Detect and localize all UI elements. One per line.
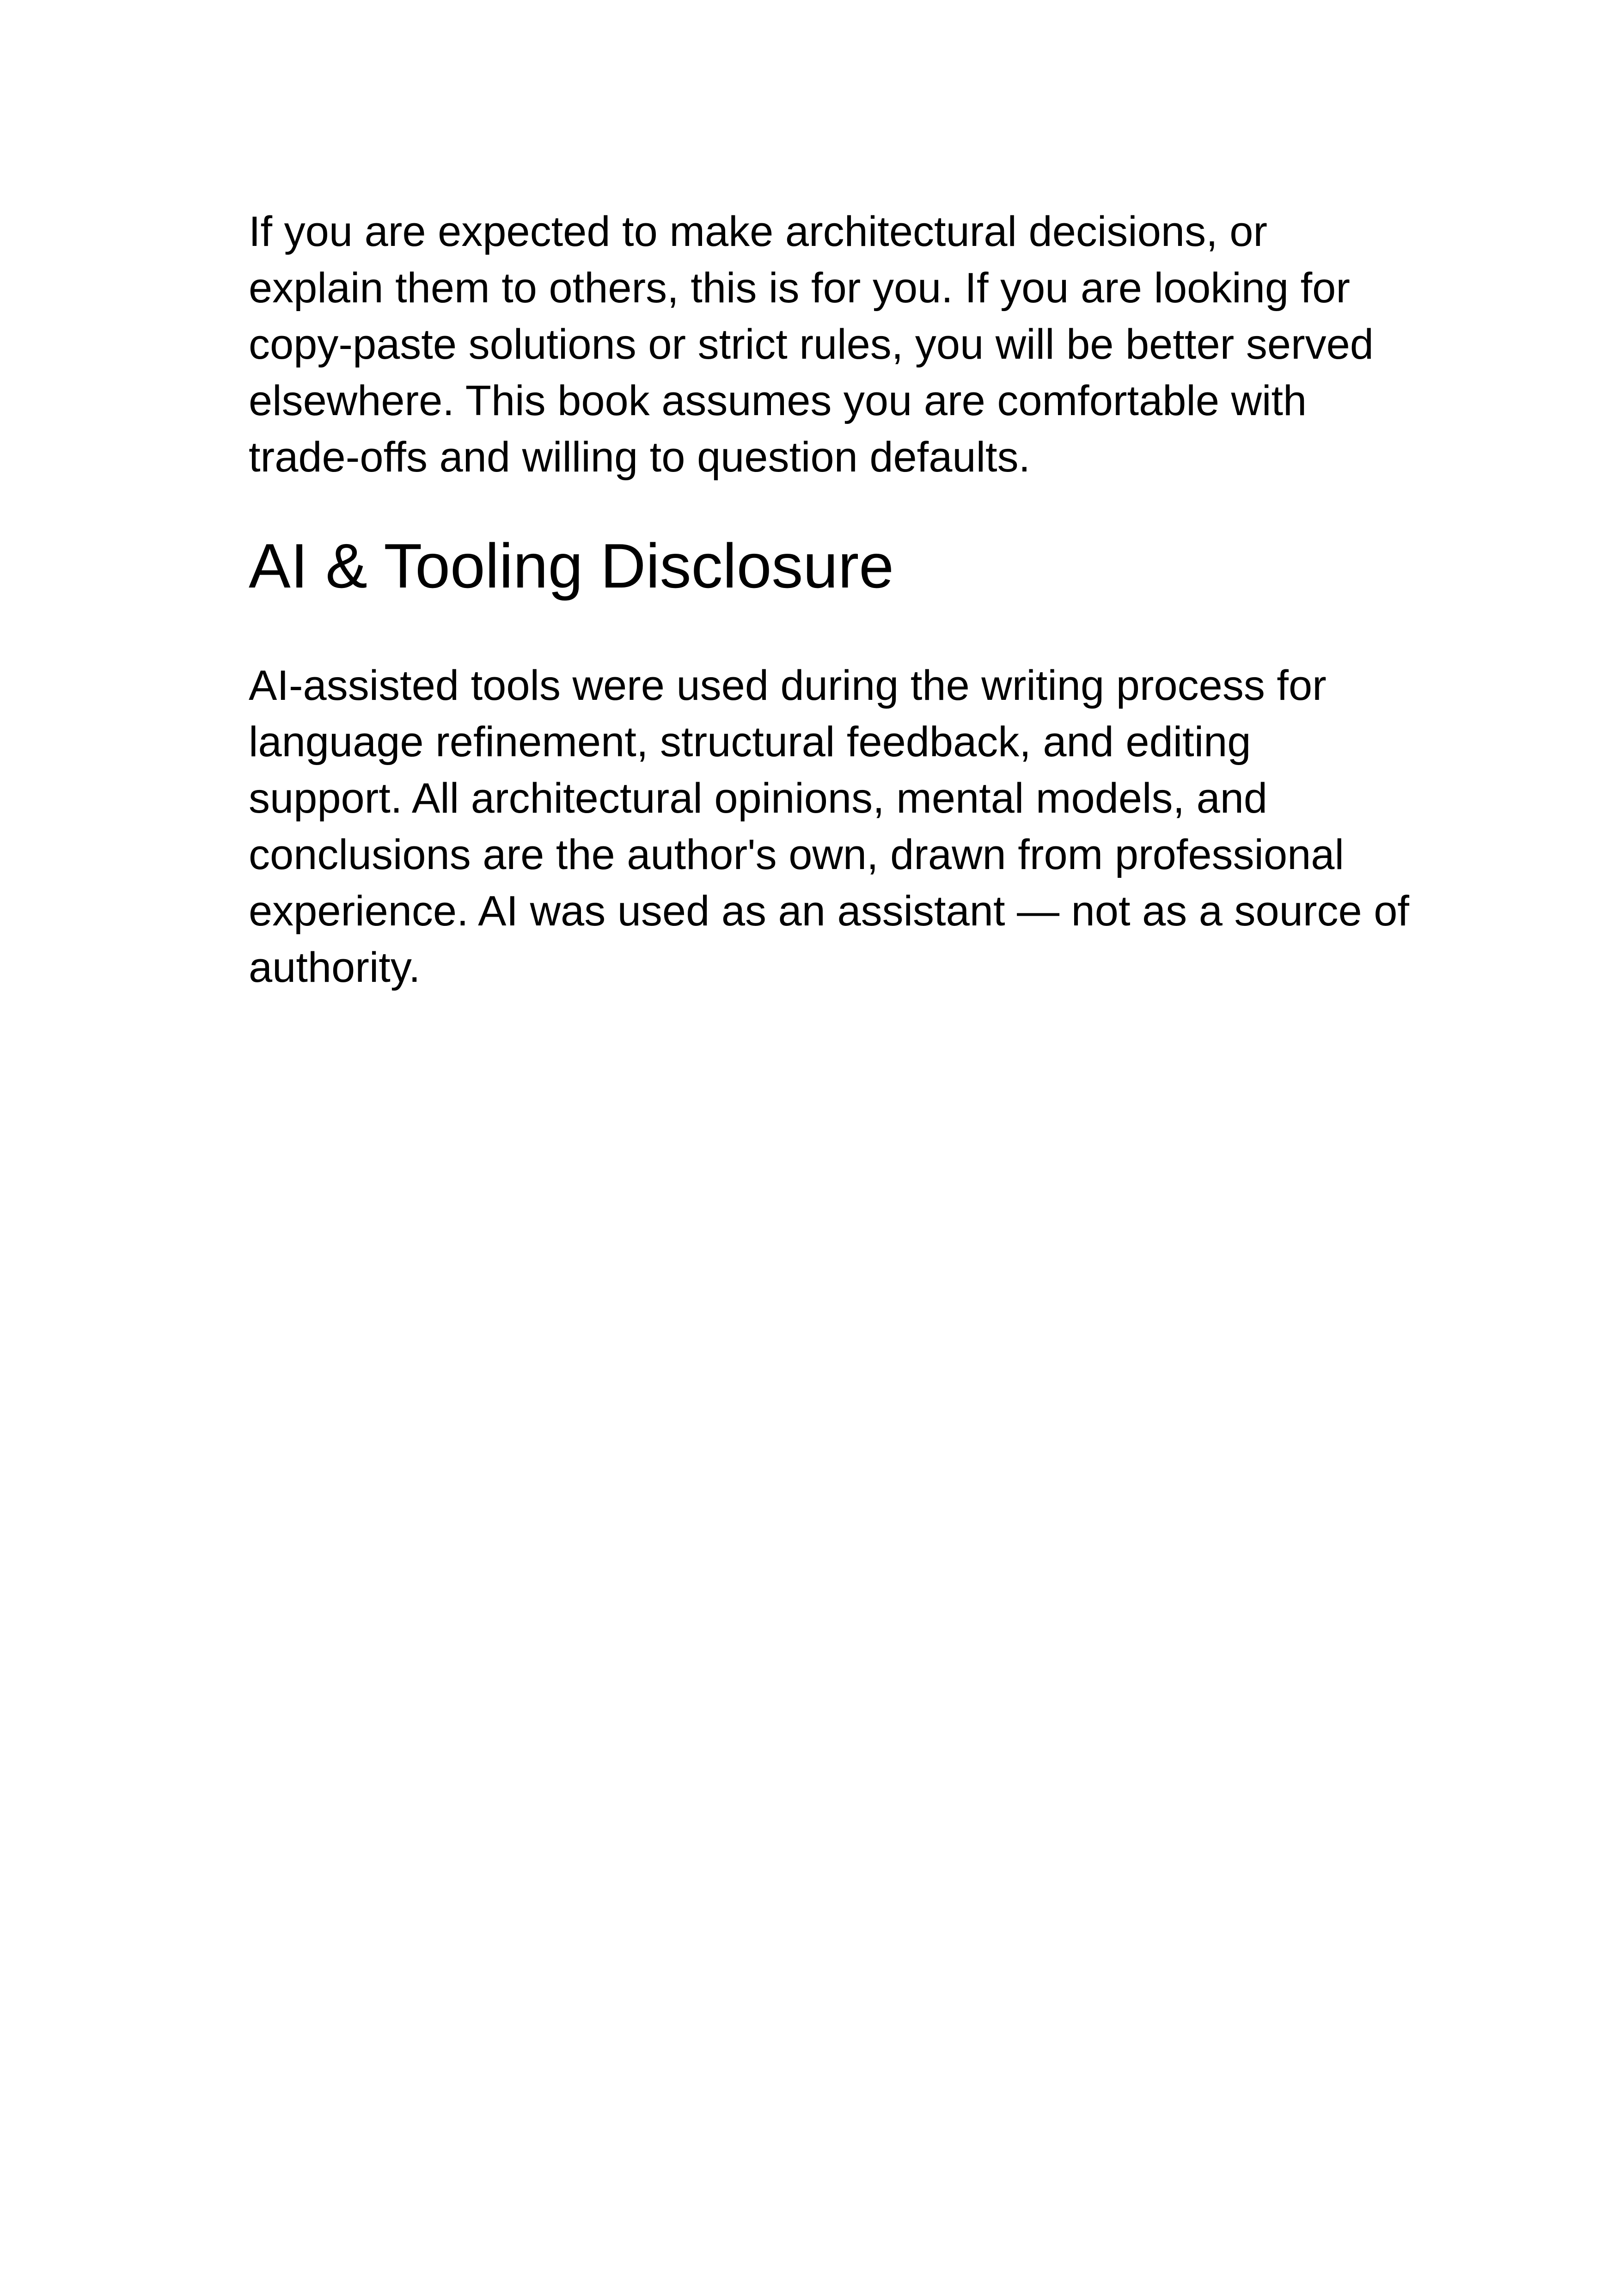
disclosure-paragraph: [249, 657, 1432, 996]
paragraph-line: language refinement, structural feedback, and editing: [249, 718, 1251, 765]
paragraph-line: elsewhere. This book assumes you are comfortable with: [249, 377, 1307, 424]
paragraph-line: conclusions are the author's own, drawn from professional: [249, 831, 1344, 878]
paragraph-line: copy-paste solutions or strict rules, you will be better served: [249, 321, 1374, 368]
section-heading: AI & Tooling Disclosure: [249, 531, 894, 601]
paragraph-line: If you are expected to make architectural decisions, or: [249, 208, 1268, 255]
paragraph-line: authority.: [249, 944, 421, 991]
intro-paragraph: [249, 203, 1432, 485]
paragraph-line: support. All architectural opinions, mental models, and: [249, 775, 1268, 822]
page-content: [249, 203, 1432, 996]
paragraph-line: trade-offs and willing to question defaults.: [249, 434, 1031, 481]
paragraph-line: AI-assisted tools were used during the writing process for: [249, 662, 1327, 709]
paragraph-line: explain them to others, this is for you. If you are looking for: [249, 264, 1350, 312]
paragraph-line: experience. AI was used as an assistant — not as a source of: [249, 888, 1409, 935]
